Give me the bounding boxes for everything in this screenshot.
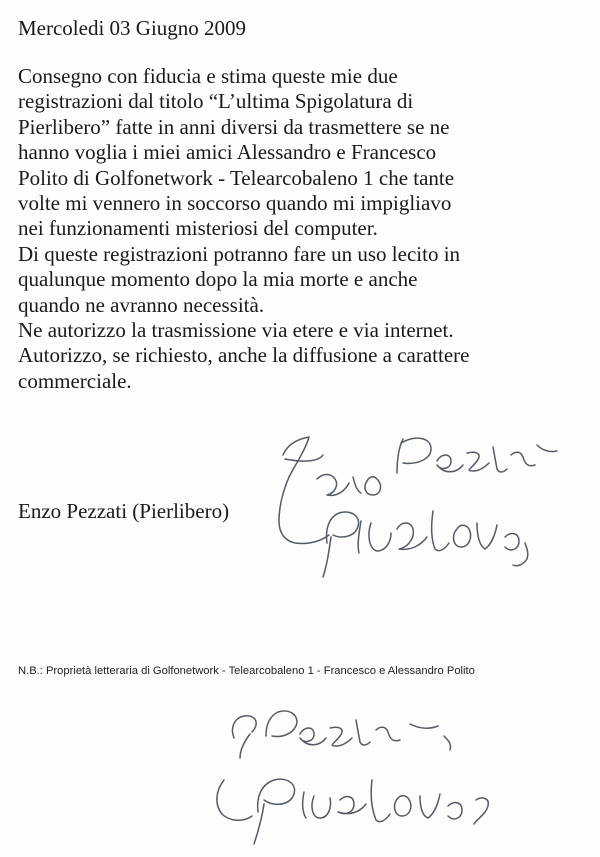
body-line: Consegno con fiducia e stima queste mie due xyxy=(18,64,398,88)
handwritten-signature xyxy=(265,425,585,600)
body-line: Di queste registrazioni potranno fare un uso lecito in xyxy=(18,241,461,266)
body-line: volte mi vennero in soccorso quando mi impigliavo xyxy=(18,191,452,216)
body-line: commerciale. xyxy=(18,368,132,393)
body-line: Pierlibero” fatte in anni diversi da trasmettere se ne xyxy=(18,114,450,139)
footnote: N.B.: Proprietà letteraria di Golfonetwork - Telearcobaleno 1 - Francesco e Alessandro Polito xyxy=(18,665,475,677)
letter-body xyxy=(18,64,588,394)
body-line: registrazioni dal titolo “L’ultima Spigolatura di xyxy=(18,89,414,114)
author-name: Enzo Pezzati (Pierlibero) xyxy=(18,499,230,523)
body-line: qualunque momento dopo la mia morte e anche xyxy=(18,267,418,292)
body-line: Polito di Golfonetwork - Telearcobaleno 1 che tante xyxy=(18,165,455,190)
body-line: Ne autorizzo la trasmissione via etere e via internet. xyxy=(18,318,454,343)
document-date: Mercoledi 03 Giugno 2009 xyxy=(18,16,247,40)
body-line: hanno voglia i miei amici Alessandro e Francesco xyxy=(18,140,437,165)
body-line: nei funzionamenti misteriosi del computer. xyxy=(18,216,378,241)
body-line: quando ne avranno necessità. xyxy=(18,292,265,317)
body-line: Autorizzo, se richiesto, anche la diffusione a carattere xyxy=(18,343,470,368)
handwritten-signature xyxy=(200,700,540,850)
